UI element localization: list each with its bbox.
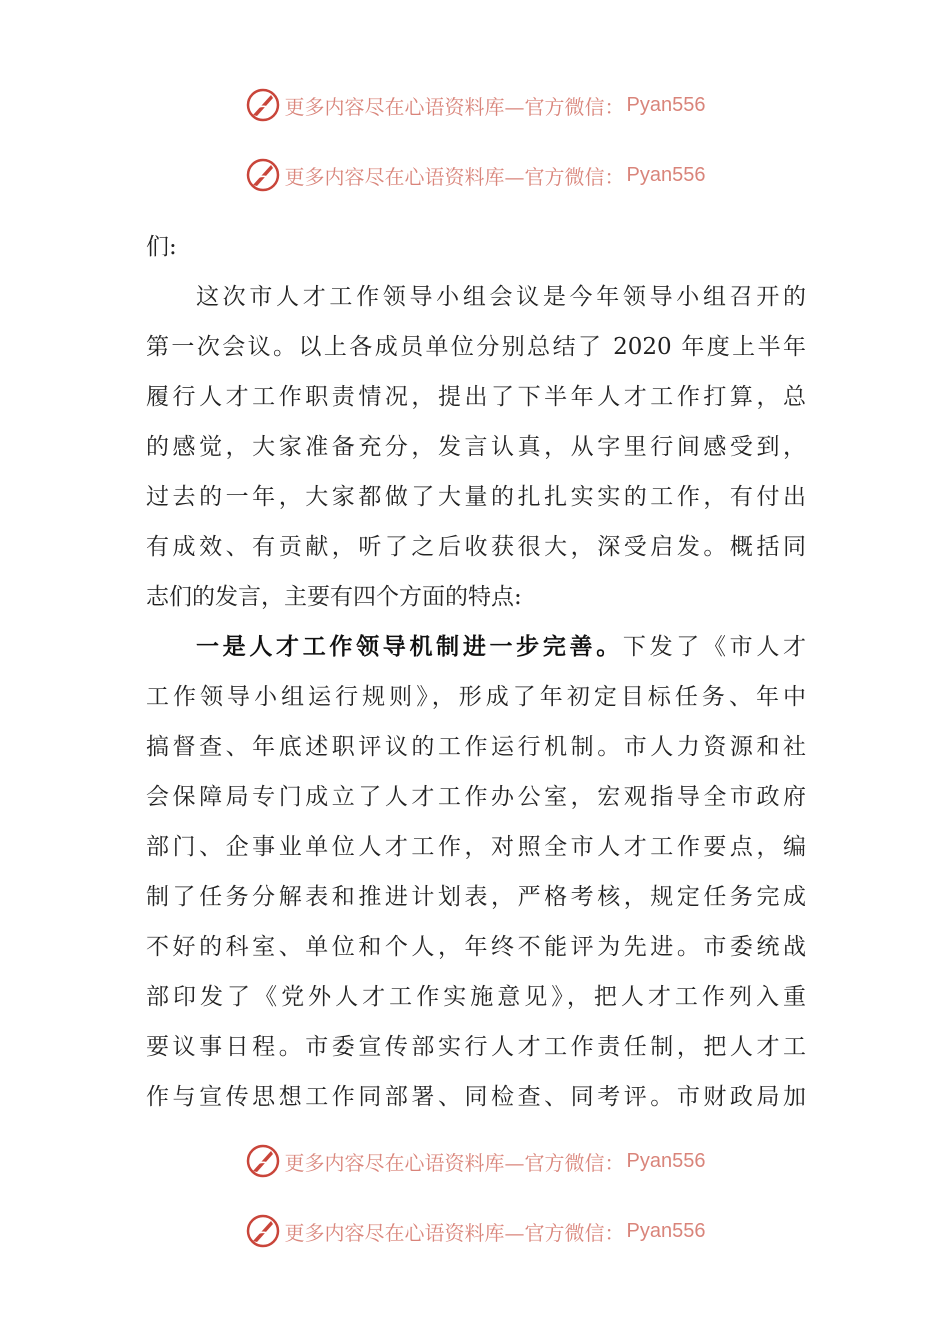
text-line: 不好的科室、单位和个人，年终不能评为先进。市委统战: [146, 934, 806, 960]
watermark-text: 更多内容尽在心语资料库—官方微信：: [284, 1220, 625, 1245]
text-line: 要议事日程。市委宣传部实行人才工作责任制，把人才工: [146, 1034, 806, 1060]
text-line: 这次市人才工作领导小组会议是今年领导小组召开的: [196, 284, 806, 310]
text-line: 过去的一年，大家都做了大量的扎扎实实的工作，有付出: [146, 484, 806, 510]
text-line: 履行人才工作职责情况，提出了下半年人才工作打算，总: [146, 384, 806, 410]
quill-logo-icon: [245, 1213, 281, 1249]
text-line: 的感觉，大家准备充分，发言认真，从字里行间感受到，: [146, 434, 806, 460]
watermark-wechat-id: Pyan556: [626, 1149, 706, 1172]
watermark-wechat-id: Pyan556: [626, 93, 706, 116]
watermark-banner-4: [0, 1211, 950, 1251]
text-line: 下发了《市人才: [622, 634, 806, 660]
watermark-text: 更多内容尽在心语资料库—官方微信：: [284, 1150, 625, 1175]
section-heading: 一是人才工作领导机制进一步完善。: [196, 634, 623, 660]
watermark-banner-1: [0, 85, 950, 125]
watermark-text: 更多内容尽在心语资料库—官方微信：: [284, 164, 625, 189]
text-line: 们:: [146, 234, 177, 260]
text-line: 工作领导小组运行规则》，形成了年初定目标任务、年中: [146, 684, 806, 710]
text-line: 第一次会议。以上各成员单位分别总结了 2020 年度上半年: [146, 334, 806, 360]
quill-logo-icon: [245, 87, 281, 123]
watermark-text: 更多内容尽在心语资料库—官方微信：: [284, 94, 625, 119]
text-line: 会保障局专门成立了人才工作办公室，宏观指导全市政府: [146, 784, 806, 810]
text-line: 部门、企事业单位人才工作，对照全市人才工作要点，编: [146, 834, 806, 860]
quill-logo-icon: [245, 1143, 281, 1179]
text-line: 搞督查、年底述职评议的工作运行机制。市人力资源和社: [146, 734, 806, 760]
quill-logo-icon: [245, 157, 281, 193]
document-body: [146, 222, 806, 1122]
text-line: 有成效、有贡献，听了之后收获很大，深受启发。概括同: [146, 534, 806, 560]
text-line: 作与宣传思想工作同部署、同检查、同考评。市财政局加: [146, 1084, 806, 1110]
watermark-banner-2: [0, 155, 950, 195]
watermark-wechat-id: Pyan556: [626, 163, 706, 186]
text-line: 志们的发言，主要有四个方面的特点:: [146, 584, 522, 610]
heading-line: [146, 622, 806, 672]
watermark-wechat-id: Pyan556: [626, 1219, 706, 1242]
text-line: 部印发了《党外人才工作实施意见》，把人才工作列入重: [146, 984, 806, 1010]
watermark-banner-3: [0, 1141, 950, 1181]
text-line: 制了任务分解表和推进计划表，严格考核，规定任务完成: [146, 884, 806, 910]
